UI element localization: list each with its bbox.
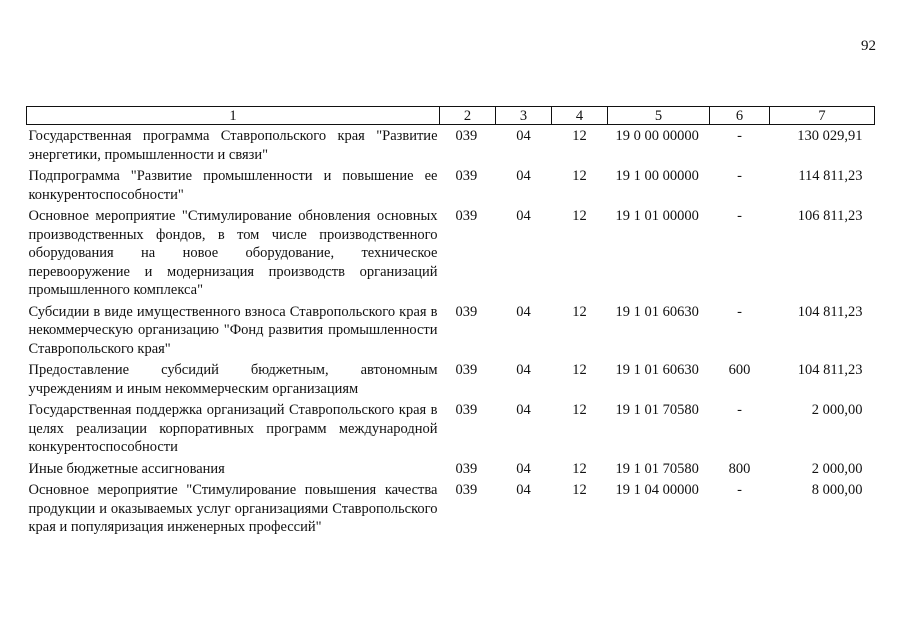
row-gr: 039 (455, 208, 478, 224)
row-pr: 12 (572, 362, 587, 378)
row-vr: - (737, 482, 742, 498)
row-vr: - (737, 128, 742, 144)
row-pr: 12 (572, 303, 587, 320)
row-name: Основное мероприятие "Стимулирование повышения качества продукции и оказываемых услуг организациями Ставропольского края и популяризация инженерных профессий" (28, 482, 438, 535)
row-name: Основное мероприятие "Стимулирование обновления основных производственных фондов, в том числе производственного оборудования на новое оборудование, техническое перевооружение и модернизация производств организаций промышленного комплекса" (28, 208, 438, 298)
table-row (27, 361, 875, 401)
row-vr: - (737, 402, 742, 418)
row-rz: 04 (516, 460, 531, 477)
column-header-4: 4 (552, 107, 608, 125)
table-row (27, 460, 875, 482)
table-row (27, 207, 875, 303)
row-rz: 04 (516, 168, 531, 184)
column-header-1: 1 (27, 107, 440, 125)
row-csr: 19 0 00 00000 (615, 128, 699, 144)
row-sum: 8 000,00 (811, 482, 863, 498)
row-pr: 12 (572, 208, 587, 224)
row-name: Подпрограмма "Развитие промышленности и повышение ее конкурентоспособности" (28, 168, 438, 203)
row-csr: 19 1 01 60630 (615, 362, 699, 378)
table-row (27, 481, 875, 540)
row-name: Государственная поддержка организаций Ставропольского края в целях реализации корпоративных программ международной конкурентоспособности (28, 402, 438, 455)
row-name: Государственная программа Ставропольского края "Развитие энергетики, промышленности и связи" (28, 128, 438, 163)
row-sum: 104 811,23 (797, 362, 863, 378)
row-pr: 12 (572, 168, 587, 184)
row-csr: 19 1 01 70580 (615, 402, 699, 418)
column-header-6: 6 (710, 107, 770, 125)
row-rz: 04 (516, 402, 531, 418)
row-rz: 04 (516, 303, 531, 320)
row-gr: 039 (455, 460, 478, 477)
row-name: Субсидии в виде имущественного взноса Ставропольского края в некоммерческую организацию "Фонд развития промышленности Ставропольского края" (28, 303, 438, 357)
row-rz: 04 (516, 482, 531, 498)
row-csr: 19 1 01 70580 (615, 460, 699, 477)
row-gr: 039 (455, 362, 478, 378)
row-name: Предоставление субсидий бюджетным, автономным учреждениям и иным некоммерческим организациям (28, 362, 438, 397)
row-csr: 19 1 01 00000 (615, 208, 699, 224)
row-rz: 04 (516, 362, 531, 378)
row-sum: 106 811,23 (797, 208, 863, 224)
column-header-7: 7 (770, 107, 875, 125)
page-number: 92 (861, 38, 876, 54)
table-row (27, 125, 875, 168)
row-csr: 19 1 00 00000 (615, 168, 699, 184)
row-gr: 039 (455, 402, 478, 418)
table-header-row (27, 107, 875, 125)
row-pr: 12 (572, 460, 587, 477)
row-gr: 039 (455, 303, 478, 320)
row-gr: 039 (455, 128, 478, 144)
row-vr: 600 (728, 362, 751, 378)
row-vr: - (737, 168, 742, 184)
row-sum: 104 811,23 (797, 303, 863, 320)
row-pr: 12 (572, 402, 587, 418)
row-vr: - (737, 303, 742, 320)
column-header-2: 2 (440, 107, 496, 125)
row-csr: 19 1 01 60630 (615, 303, 699, 320)
table-row (27, 401, 875, 460)
column-header-3: 3 (496, 107, 552, 125)
row-sum: 114 811,23 (798, 168, 863, 184)
row-vr: - (737, 208, 742, 224)
row-sum: 2 000,00 (811, 402, 863, 418)
row-vr: 800 (728, 460, 751, 477)
row-gr: 039 (455, 168, 478, 184)
row-sum: 130 029,91 (797, 128, 863, 144)
row-csr: 19 1 04 00000 (615, 482, 699, 498)
row-rz: 04 (516, 128, 531, 144)
table-row (27, 303, 875, 362)
budget-table (26, 106, 875, 540)
row-pr: 12 (572, 482, 587, 498)
row-sum: 2 000,00 (811, 460, 863, 477)
row-gr: 039 (455, 482, 478, 498)
row-name: Иные бюджетные ассигнования (28, 460, 225, 477)
table-row (27, 167, 875, 207)
column-header-5: 5 (608, 107, 710, 125)
row-rz: 04 (516, 208, 531, 224)
row-pr: 12 (572, 128, 587, 144)
